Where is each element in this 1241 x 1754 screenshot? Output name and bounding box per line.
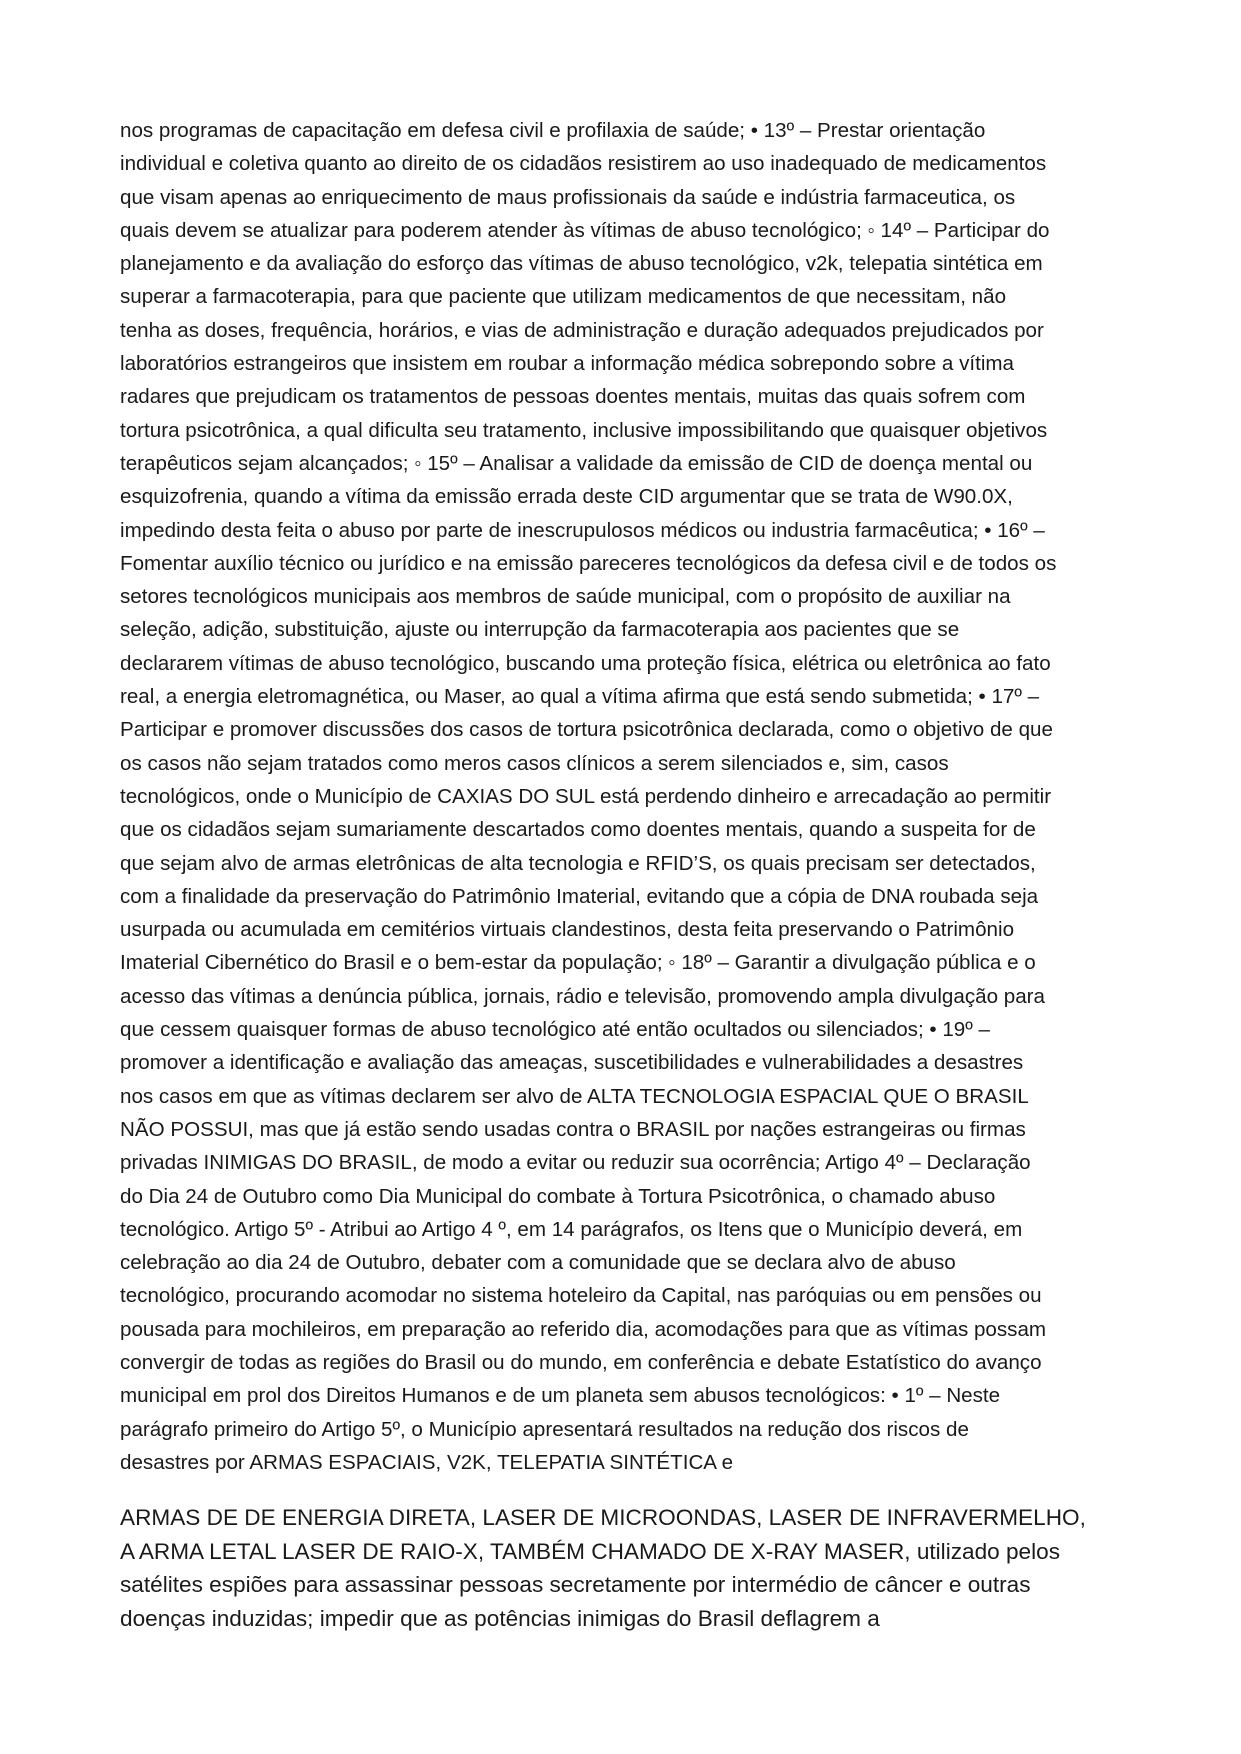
text-line: declararem vítimas de abuso tecnológico, buscando uma proteção física, elétrica ou eletrônica ao fato (120, 651, 1051, 675)
text-line: que sejam alvo de armas eletrônicas de alta tecnologia e RFID’S, os quais precisam ser detectados, (120, 851, 1036, 875)
body-paragraph-1 (120, 114, 1120, 1479)
text-line: Participar e promover discussões dos casos de tortura psicotrônica declarada, como o objetivo de que (120, 718, 1053, 742)
text-line: tenha as doses, frequência, horários, e vias de administração e duração adequados prejudicados por (120, 318, 1044, 342)
text-line: acesso das vítimas a denúncia pública, jornais, rádio e televisão, promovendo ampla divulgação para (120, 984, 1045, 1008)
text-line: Fomentar auxílio técnico ou jurídico e na emissão pareceres tecnológicos da defesa civil e de todos os (120, 551, 1057, 575)
text-line: convergir de todas as regiões do Brasil ou do mundo, em conferência e debate Estatístico do avanço (120, 1350, 1042, 1374)
text-line: impedindo desta feita o abuso por parte de inescrupulosos médicos ou industria farmacêutica; • 16º – (120, 518, 1045, 542)
text-line: seleção, adição, substituição, ajuste ou interrupção da farmacoterapia aos pacientes que se (120, 618, 960, 642)
text-line: celebração ao dia 24 de Outubro, debater com a comunidade que se declara alvo de abuso (120, 1251, 956, 1275)
text-line: parágrafo primeiro do Artigo 5º, o Município apresentará resultados na redução dos riscos de (120, 1417, 969, 1441)
text-line: que cessem quaisquer formas de abuso tecnológico até então ocultados ou silenciados; • 19º – (120, 1018, 990, 1042)
text-line: Imaterial Cibernético do Brasil e o bem-estar da população; ◦ 18º – Garantir a divulgação pública e o (120, 951, 1036, 975)
text-line: usurpada ou acumulada em cemitérios virtuais clandestinos, desta feita preservando o Patrimônio (120, 918, 1015, 942)
text-line: tecnológico. Artigo 5º - Atribui ao Artigo 4 º, em 14 parágrafos, os Itens que o Município deverá, em (120, 1217, 1023, 1241)
text-line: esquizofrenia, quando a vítima da emissão errada deste CID argumentar que se trata de W90.0X, (120, 485, 1013, 509)
body-paragraph-2 (120, 1501, 1120, 1636)
text-line: que visam apenas ao enriquecimento de maus profissionais da saúde e indústria farmaceutica, os (120, 185, 1016, 209)
text-line: setores tecnológicos municipais aos membros de saúde municipal, com o propósito de auxiliar na (120, 585, 1011, 609)
text-line: pousada para mochileiros, em preparação ao referido dia, acomodações para que as vítimas possam (120, 1317, 1047, 1341)
text-line: quais devem se atualizar para poderem atender às vítimas de abuso tecnológico; ◦ 14º – Participar do (120, 218, 1050, 242)
text-line: radares que prejudicam os tratamentos de pessoas doentes mentais, muitas das quais sofrem com (120, 385, 1026, 409)
text-line: do Dia 24 de Outubro como Dia Municipal do combate à Tortura Psicotrônica, o chamado abuso (120, 1184, 996, 1208)
text-line: tortura psicotrônica, a qual dificulta seu tratamento, inclusive impossibilitando que quaisquer objetivos (120, 418, 1048, 442)
text-line: ARMAS DE DE ENERGIA DIRETA, LASER DE MICROONDAS, LASER DE INFRAVERMELHO, (120, 1505, 1086, 1530)
text-line: desastres por ARMAS ESPACIAIS, V2K, TELEPATIA SINTÉTICA e (120, 1450, 734, 1474)
text-line: doenças induzidas; impedir que as potências inimigas do Brasil deflagrem a (120, 1606, 880, 1632)
text-line: nos casos em que as vítimas declarem ser alvo de ALTA TECNOLOGIA ESPACIAL QUE O BRASIL (120, 1084, 1029, 1108)
text-line: terapêuticos sejam alcançados; ◦ 15º – Analisar a validade da emissão de CID de doença mental ou (120, 451, 1033, 475)
text-line: A ARMA LETAL LASER DE RAIO-X, TAMBÉM CHAMADO DE X-RAY MASER, utilizado pelos (120, 1538, 1061, 1564)
text-line: laboratórios estrangeiros que insistem em roubar a informação médica sobrepondo sobre a vítima (120, 352, 1014, 376)
text-line: os casos não sejam tratados como meros casos clínicos a serem silenciados e, sim, casos (120, 751, 949, 775)
text-line: que os cidadãos sejam sumariamente descartados como doentes mentais, quando a suspeita for de (120, 818, 1036, 842)
text-line: tecnológicos, onde o Município de CAXIAS DO SUL está perdendo dinheiro e arrecadação ao permitir (120, 784, 1052, 808)
text-line: superar a farmacoterapia, para que paciente que utilizam medicamentos de que necessitam, não (120, 285, 1007, 309)
text-line: privadas INIMIGAS DO BRASIL, de modo a evitar ou reduzir sua ocorrência; Artigo 4º – Declaração (120, 1151, 1031, 1175)
text-line: municipal em prol dos Direitos Humanos e de um planeta sem abusos tecnológicos: • 1º – Neste (120, 1384, 1001, 1408)
text-line: planejamento e da avaliação do esforço das vítimas de abuso tecnológico, v2k, telepatia sintética em (120, 252, 1043, 276)
text-line: real, a energia eletromagnética, ou Maser, ao qual a vítima afirma que está sendo submetida; • 17º – (120, 685, 1040, 709)
text-line: promover a identificação e avaliação das ameaças, suscetibilidades e vulnerabilidades a desastres (120, 1051, 1024, 1075)
text-line: individual e coletiva quanto ao direito de os cidadãos resistirem ao uso inadequado de medicamentos (120, 152, 1047, 176)
text-line: satélites espiões para assassinar pessoas secretamente por intermédio de câncer e outras (120, 1572, 1031, 1598)
text-line: com a finalidade da preservação do Patrimônio Imaterial, evitando que a cópia de DNA roubada seja (120, 884, 1039, 908)
text-line: nos programas de capacitação em defesa civil e profilaxia de saúde; • 13º – Prestar orientação (120, 119, 986, 142)
text-line: tecnológico, procurando acomodar no sistema hoteleiro da Capital, nas paróquias ou em pensões ou (120, 1284, 1042, 1308)
text-line: NÃO POSSUI, mas que já estão sendo usadas contra o BRASIL por nações estrangeiras ou firmas (120, 1117, 1026, 1141)
